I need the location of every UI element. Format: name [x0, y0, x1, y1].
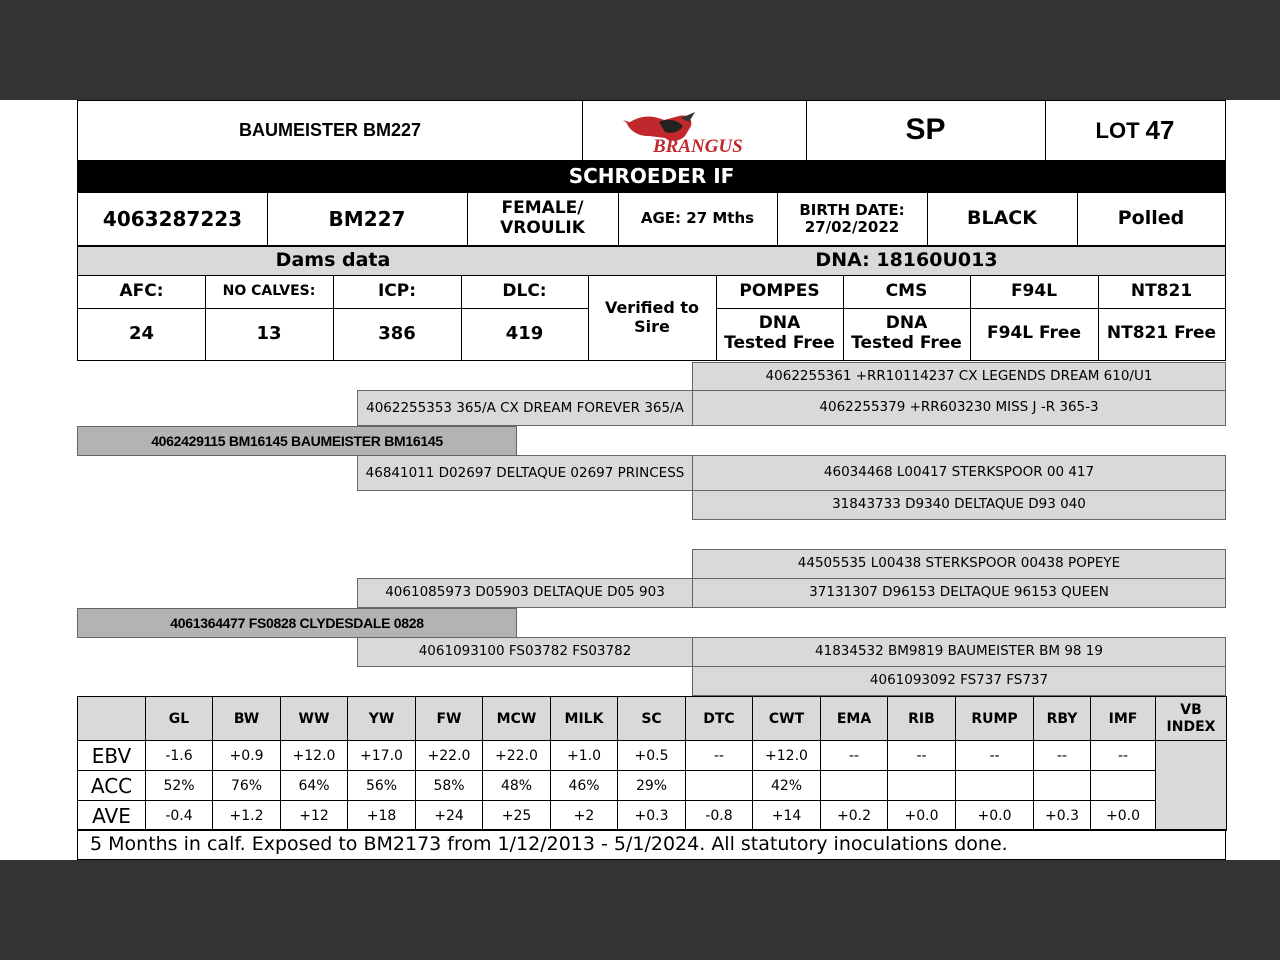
pedigree-dam-sire: 4061085973 D05903 DELTAQUE D05 903 [357, 578, 693, 608]
vb-index-line-2: INDEX [1166, 718, 1216, 735]
dams-value-icp: 386 [333, 308, 462, 361]
ebv-cell: -- [1091, 741, 1156, 771]
ebv-cell: 58% [416, 771, 483, 801]
sex-english: FEMALE/ [501, 198, 584, 219]
vb-index-line-1: VB [1180, 701, 1202, 718]
ebv-col-header: RUMP [956, 697, 1034, 741]
ebv-col-header: DTC [686, 697, 753, 741]
ebv-cell: 48% [483, 771, 551, 801]
ebv-cell: +2 [551, 801, 618, 831]
ebv-cell: -1.6 [146, 741, 213, 771]
ebv-col-header: RIB [888, 697, 956, 741]
ebv-cell: +12.0 [281, 741, 348, 771]
dna-test-name-pompes: POMPES [716, 275, 844, 309]
birth-date-label: BIRTH DATE: [799, 200, 905, 219]
ave-row [78, 801, 1227, 831]
ebv-cell: +12 [281, 801, 348, 831]
ebv-cell [888, 771, 956, 801]
ebv-table [77, 696, 1227, 831]
ebv-cell [821, 771, 888, 801]
sex-afrikaans: VROULIK [500, 218, 585, 238]
pedigree-sire-dam-sire: 46034468 L00417 STERKSPOOR 00 417 [692, 455, 1226, 491]
verified-line-2: Sire [634, 316, 670, 336]
pedigree-sire-sire: 4062255353 365/A CX DREAM FOREVER 365/A [357, 390, 693, 426]
verified-line-1: Verified to [604, 298, 700, 318]
verified-to-sire [588, 275, 717, 361]
animal-name: BAUMEISTER BM227 [77, 100, 583, 161]
pedigree-dam-dam-sire: 41834532 BM9819 BAUMEISTER BM 98 19 [692, 637, 1226, 667]
ebv-row-label: AVE [78, 801, 146, 831]
lot-number: 47 [1145, 114, 1175, 145]
ebv-cell [1091, 771, 1156, 801]
registration-number: 4063287223 [77, 192, 268, 246]
notes: 5 Months in calf. Exposed to BM2173 from 1/12/2013 - 5/1/2024. All statutory inoculations done. [77, 829, 1226, 860]
ebv-cell: +22.0 [416, 741, 483, 771]
ebv-cell: +22.0 [483, 741, 551, 771]
lot-sheet [0, 100, 1280, 860]
pedigree-sire-sire-sire: 4062255361 +RR10114237 CX LEGENDS DREAM 610/U1 [692, 362, 1226, 392]
dna-test-name-nt821: NT821 [1098, 275, 1226, 309]
ebv-cell: +1.0 [551, 741, 618, 771]
ebv-cell: 56% [348, 771, 416, 801]
dams-value-dlc: 419 [461, 308, 589, 361]
logo-text: BRANGUS [653, 135, 743, 156]
breeder-band: SCHROEDER IF [77, 161, 1226, 192]
ebv-col-header: GL [146, 697, 213, 741]
dna-result-line-1: DNA [758, 313, 801, 334]
dna-result-f94l: F94L Free [970, 308, 1099, 361]
pedigree-sire-sire-dam: 4062255379 +RR603230 MISS J -R 365-3 [692, 390, 1226, 426]
ebv-cell [1034, 771, 1091, 801]
ebv-cell: 76% [213, 771, 281, 801]
dna-result-line-1: DNA [885, 313, 928, 334]
ebv-cell: +0.5 [618, 741, 686, 771]
ebv-cell: 64% [281, 771, 348, 801]
bull-head-icon [619, 106, 769, 156]
brangus-logo [582, 100, 807, 161]
ebv-header-row [78, 697, 1227, 741]
ebv-col-header: YW [348, 697, 416, 741]
ident-number: BM227 [267, 192, 468, 246]
ebv-cell: -0.4 [146, 801, 213, 831]
ebv-cell: -- [1034, 741, 1091, 771]
ebv-col-header: FW [416, 697, 483, 741]
vb-index-header [1156, 697, 1227, 741]
dams-header-calves: NO CALVES: [205, 275, 334, 309]
dams-header-dlc: DLC: [461, 275, 589, 309]
ebv-cell: 52% [146, 771, 213, 801]
dna-test-name-f94l: F94L [970, 275, 1099, 309]
pedigree-sire-dam-dam: 31843733 D9340 DELTAQUE D93 040 [692, 490, 1226, 520]
ebv-cell: +24 [416, 801, 483, 831]
dna-result-nt821: NT821 Free [1098, 308, 1226, 361]
pedigree-sire: 4062429115 BM16145 BAUMEISTER BM16145 [77, 426, 517, 456]
ebv-col-header: CWT [753, 697, 821, 741]
age: AGE: 27 Mths [618, 192, 778, 246]
ebv-col-header: EMA [821, 697, 888, 741]
ebv-cell: 46% [551, 771, 618, 801]
ebv-cell: +0.2 [821, 801, 888, 831]
lot-number-cell [1045, 100, 1226, 161]
ebv-cell: -0.8 [686, 801, 753, 831]
ebv-cell: +0.9 [213, 741, 281, 771]
sex-cell [467, 192, 619, 246]
dna-test-name-cms: CMS [843, 275, 971, 309]
ebv-row-label: ACC [78, 771, 146, 801]
ebv-cell [686, 771, 753, 801]
ebv-corner-cell [78, 697, 146, 741]
pedigree-sire-dam: 46841011 D02697 DELTAQUE 02697 PRINCESS [357, 455, 693, 491]
ebv-cell: +18 [348, 801, 416, 831]
horn-status: Polled [1077, 192, 1226, 246]
ebv-col-header: RBY [1034, 697, 1091, 741]
pedigree-dam: 4061364477 FS0828 CLYDESDALE 0828 [77, 608, 517, 638]
acc-row [78, 771, 1227, 801]
grade-code: SP [806, 100, 1046, 161]
dna-result-cms [843, 308, 971, 361]
dams-data-title: Dams data [77, 246, 589, 276]
ebv-cell: +0.3 [618, 801, 686, 831]
ebv-cell: +12.0 [753, 741, 821, 771]
dams-header-icp: ICP: [333, 275, 462, 309]
pedigree-dam-dam-dam: 4061093092 FS737 FS737 [692, 666, 1226, 696]
dams-value-calves: 13 [205, 308, 334, 361]
ebv-col-header: MILK [551, 697, 618, 741]
pedigree-dam-sire-dam: 37131307 D96153 DELTAQUE 96153 QUEEN [692, 578, 1226, 608]
birth-date-cell [777, 192, 928, 246]
ebv-col-header: SC [618, 697, 686, 741]
pedigree-dam-dam: 4061093100 FS03782 FS03782 [357, 637, 693, 667]
ebv-col-header: IMF [1091, 697, 1156, 741]
dams-value-afc: 24 [77, 308, 206, 361]
lot-label: LOT [1095, 117, 1140, 143]
ebv-cell: -- [686, 741, 753, 771]
ebv-cell: -- [888, 741, 956, 771]
ebv-row-label: EBV [78, 741, 146, 771]
ebv-cell: +17.0 [348, 741, 416, 771]
ebv-cell: 29% [618, 771, 686, 801]
dna-result-line-2: Tested Free [724, 333, 835, 353]
ebv-cell: +0.0 [888, 801, 956, 831]
ebv-cell: +25 [483, 801, 551, 831]
ebv-cell: +0.3 [1034, 801, 1091, 831]
ebv-cell: +1.2 [213, 801, 281, 831]
ebv-cell: -- [821, 741, 888, 771]
dna-result-pompes [716, 308, 844, 361]
ebv-cell: +0.0 [956, 801, 1034, 831]
ebv-col-header: WW [281, 697, 348, 741]
dna-result-line-2: Tested Free [851, 333, 962, 353]
ebv-col-header: MCW [483, 697, 551, 741]
dna-title: DNA: 18160U013 [588, 246, 1226, 276]
ebv-cell: +0.0 [1091, 801, 1156, 831]
vb-index-value [1156, 741, 1227, 831]
ebv-cell: 42% [753, 771, 821, 801]
dams-header-afc: AFC: [77, 275, 206, 309]
ebv-cell [956, 771, 1034, 801]
birth-date: 27/02/2022 [804, 218, 900, 236]
ebv-row [78, 741, 1227, 771]
ebv-cell: +14 [753, 801, 821, 831]
pedigree-dam-sire-sire: 44505535 L00438 STERKSPOOR 00438 POPEYE [692, 549, 1226, 579]
ebv-cell: -- [956, 741, 1034, 771]
ebv-col-header: BW [213, 697, 281, 741]
color: BLACK [927, 192, 1078, 246]
